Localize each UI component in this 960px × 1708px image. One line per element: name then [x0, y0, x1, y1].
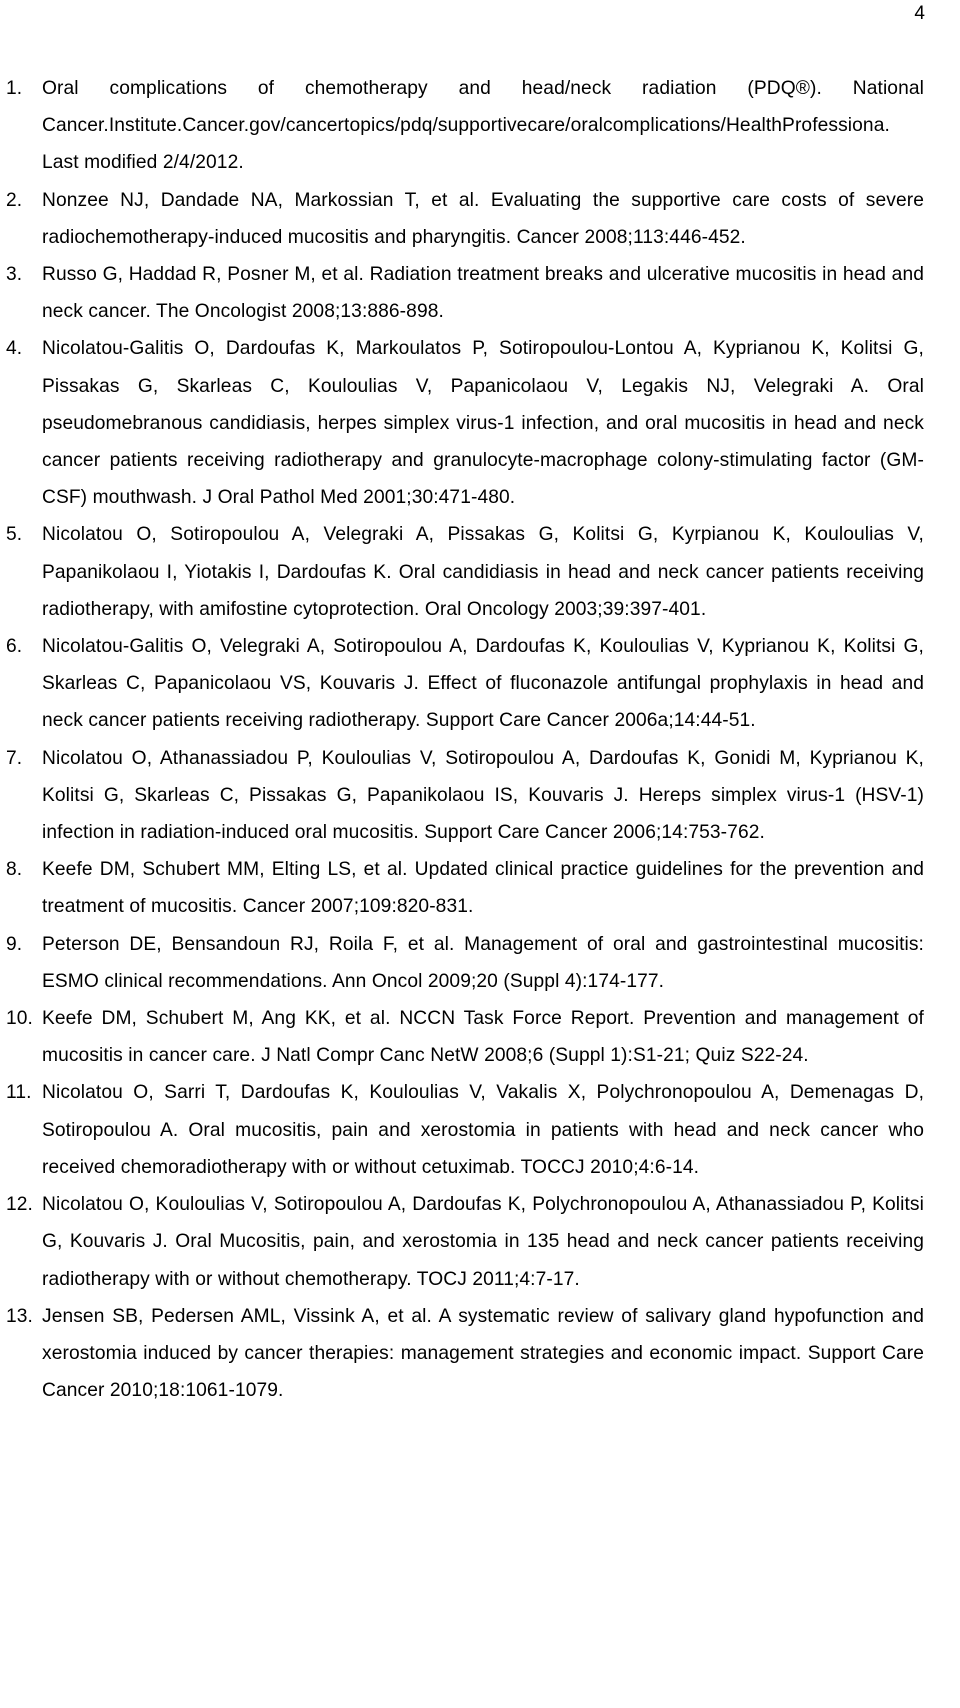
reference-number: 1.	[6, 78, 23, 99]
reference-item	[6, 1298, 924, 1410]
reference-text: Keefe DM, Schubert M, Ang KK, et al. NCCN Task Force Report. Prevention and management of mucositis in cancer care. J Natl Compr Canc NetW 2008;6 (Suppl 1):S1-21; Quiz S22-24.	[42, 1008, 924, 1067]
reference-item	[6, 330, 924, 516]
reference-number: 3.	[6, 264, 23, 286]
reference-item	[6, 1186, 924, 1298]
reference-item	[6, 926, 924, 1000]
reference-number: 13.	[6, 1305, 33, 1327]
reference-number: 2.	[6, 189, 23, 211]
reference-text: Nonzee NJ, Dandade NA, Markossian T, et al. Evaluating the supportive care costs of severe radiochemotherapy-induced mucositis and pharyngitis. Cancer 2008;113:446-452.	[42, 189, 924, 248]
reference-number: 6.	[6, 636, 23, 658]
reference-number: 4.	[6, 338, 23, 360]
reference-number: 9.	[6, 933, 23, 955]
reference-number: 10.	[6, 1008, 33, 1030]
reference-text: Keefe DM, Schubert MM, Elting LS, et al. Updated clinical practice guidelines for the prevention and treatment of mucositis. Cancer 2007;109:820-831.	[42, 859, 924, 918]
reference-item	[6, 182, 924, 256]
reference-text: Nicolatou O, Sarri T, Dardoufas K, Kouloulias V, Vakalis X, Polychronopoulou A, Demenagas D, Sotiropoulou A. Oral mucositis, pain and xerostomia in patients with head and neck cancer who received chemoradiotherapy with or without cetuximab. TOCCJ 2010;4:6-14.	[42, 1082, 924, 1178]
reference-text: Peterson DE, Bensandoun RJ, Roila F, et al. Management of oral and gastrointestinal mucositis: ESMO clinical recommendations. Ann Oncol 2009;20 (Suppl 4):174-177.	[42, 933, 924, 992]
reference-item	[6, 740, 924, 852]
reference-item	[6, 1000, 924, 1074]
reference-number: 11.	[6, 1082, 32, 1104]
page-number: 4	[914, 3, 925, 24]
reference-item	[6, 1074, 924, 1186]
reference-text: Nicolatou O, Athanassiadou P, Kouloulias V, Sotiropoulou A, Dardoufas K, Gonidi M, Kyprianou K, Kolitsi G, Skarleas C, Pissakas G, Papanikolaou IS, Kouvaris J. Hereps simplex virus-1 (HSV-1) infection in radiation-induced oral mucositis. Support Care Cancer 2006;14:753-762.	[42, 747, 924, 844]
reference-item	[6, 516, 924, 628]
reference-number: 5.	[6, 524, 23, 546]
reference-text: Russo G, Haddad R, Posner M, et al. Radiation treatment breaks and ulcerative mucositis in head and neck cancer. The Oncologist 2008;13:886-898.	[42, 264, 924, 323]
reference-text: Nicolatou-Galitis O, Velegraki A, Sotiropoulou A, Dardoufas K, Kouloulias V, Kyprianou K, Kolitsi G, Skarleas C, Papanicolaou VS, Kouvaris J. Effect of fluconazole antifungal prophylaxis in head and neck cancer patients receiving radiotherapy. Support Care Cancer 2006a;14:44-51.	[42, 636, 924, 732]
reference-item	[6, 70, 924, 182]
reference-text: Oral complications of chemotherapy and head/neck radiation (PDQ®). National Cancer.Institute.Cancer.gov/cancertopics/pdq/supportivecare/oralcomplications/HealthProfessiona. Last modified 2/4/2012.	[42, 78, 924, 174]
reference-item	[6, 256, 924, 330]
reference-number: 8.	[6, 859, 23, 881]
reference-text: Nicolatou O, Sotiropoulou A, Velegraki A, Pissakas G, Kolitsi G, Kyrpianou K, Kouloulias V, Papanikolaou I, Yiotakis I, Dardoufas K. Oral candidiasis in head and neck cancer patients receiving radiotherapy, with amifostine cytoprotection. Oral Oncology 2003;39:397-401.	[42, 524, 924, 620]
reference-item	[6, 628, 924, 740]
reference-number: 7.	[6, 747, 23, 769]
reference-item	[6, 851, 924, 925]
reference-text: Jensen SB, Pedersen AML, Vissink A, et al. A systematic review of salivary gland hypofunction and xerostomia induced by cancer therapies: management strategies and economic impact. Support Care Cancer 2010;18:1061-1079.	[42, 1305, 924, 1402]
reference-text: Nicolatou O, Kouloulias V, Sotiropoulou A, Dardoufas K, Polychronopoulou A, Athanassiadou P, Kolitsi G, Kouvaris J. Oral Mucositis, pain, and xerostomia in 135 head and neck cancer patients receiving radiotherapy with or without chemotherapy. TOCJ 2011;4:7-17.	[42, 1194, 924, 1290]
reference-list	[6, 70, 924, 1409]
reference-number: 12.	[6, 1194, 33, 1216]
reference-text: Nicolatou-Galitis O, Dardoufas K, Markoulatos P, Sotiropoulou-Lontou A, Kyprianou K, Kolitsi G, Pissakas G, Skarleas C, Kouloulias V, Papanicolaou V, Legakis NJ, Velegraki A. Oral pseudomebranous candidiasis, herpes simplex virus-1 infection, and oral mucositis in head and neck cancer patients receiving radiotherapy and granulocyte-macrophage colony-stimulating factor (GM-CSF) mouthwash. J Oral Pathol Med 2001;30:471-480.	[42, 338, 924, 509]
